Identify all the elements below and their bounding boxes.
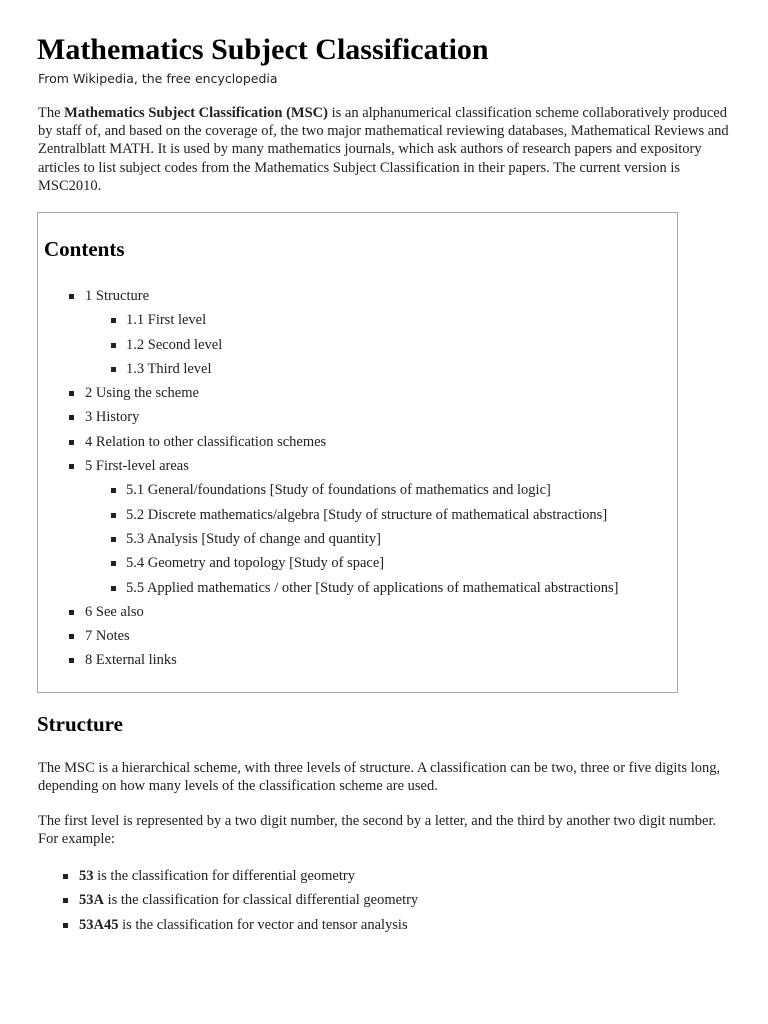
toc-item[interactable] bbox=[38, 600, 677, 624]
bullet-icon bbox=[69, 610, 74, 615]
toc-item[interactable] bbox=[38, 478, 677, 502]
bullet-icon bbox=[111, 586, 116, 591]
toc-link[interactable]: 5.3 Analysis [Study of change and quantity] bbox=[126, 530, 381, 547]
bullet-icon bbox=[111, 318, 116, 323]
bullet-icon bbox=[63, 874, 68, 879]
bullet-icon bbox=[63, 923, 68, 928]
list-item bbox=[0, 888, 768, 912]
example-text: is the classification for differential geometry bbox=[93, 868, 355, 884]
toc-link[interactable]: 3 History bbox=[85, 409, 140, 426]
toc-link[interactable]: 1.3 Third level bbox=[126, 360, 212, 377]
toc-item[interactable] bbox=[38, 648, 677, 672]
toc-link[interactable]: 1 Structure bbox=[85, 288, 150, 304]
toc-item[interactable] bbox=[38, 284, 677, 308]
toc-item[interactable] bbox=[38, 357, 677, 381]
toc-link[interactable]: 5 First-level areas bbox=[85, 458, 189, 475]
toc-item[interactable] bbox=[38, 381, 677, 405]
example-text: is the classification for classical differential geometry bbox=[103, 892, 419, 909]
example-list bbox=[0, 864, 768, 937]
toc-link[interactable]: 8 External links bbox=[85, 652, 177, 669]
toc-item[interactable] bbox=[38, 527, 677, 551]
intro-term: Mathematics Subject Classification (MSC) bbox=[64, 105, 328, 121]
bullet-icon bbox=[111, 561, 116, 566]
bullet-icon bbox=[63, 898, 68, 903]
list-item bbox=[0, 913, 768, 937]
bullet-icon bbox=[69, 658, 74, 663]
toc-link[interactable]: 4 Relation to other classification schemes bbox=[85, 433, 327, 450]
example-code: 53A bbox=[79, 892, 104, 909]
toc-link[interactable]: 5.5 Applied mathematics / other [Study of applications of mathematical abstractions] bbox=[126, 579, 619, 596]
tagline: From Wikipedia, the free encyclopedia bbox=[38, 71, 278, 86]
toc-item[interactable] bbox=[38, 454, 677, 478]
table-of-contents bbox=[37, 212, 678, 693]
toc-item[interactable] bbox=[38, 430, 677, 454]
toc-link[interactable]: 5.1 General/foundations [Study of foundations of mathematics and logic] bbox=[126, 482, 551, 499]
example-text: is the classification for vector and tensor analysis bbox=[118, 916, 408, 933]
bullet-icon bbox=[69, 634, 74, 639]
toc-item[interactable] bbox=[38, 503, 677, 527]
toc-link[interactable]: 6 See also bbox=[85, 603, 144, 620]
bullet-icon bbox=[111, 537, 116, 542]
bullet-icon bbox=[69, 415, 74, 420]
intro-paragraph bbox=[38, 104, 738, 195]
structure-paragraph-1: The MSC is a hierarchical scheme, with three levels of structure. A classification can be two, three or five digits long, depending on how many levels of the classification scheme are used. bbox=[38, 760, 721, 795]
toc-link[interactable]: 1.1 First level bbox=[126, 312, 207, 329]
list-item bbox=[0, 864, 768, 888]
intro-prefix: The bbox=[38, 105, 65, 121]
bullet-icon bbox=[111, 343, 116, 348]
bullet-icon bbox=[69, 440, 74, 445]
toc-link[interactable]: 7 Notes bbox=[85, 628, 130, 645]
toc-item[interactable] bbox=[38, 333, 677, 357]
intro-text: is an alphanumerical classification scheme collaboratively produced by staff of, and based on the coverage of, the two major mathematical reviewing databases, Mathematical Reviews and Zentralblatt MATH. It is used by many mathematics journals, which ask authors of research papers and expository articles to list subject codes from the Mathematics Subject Classification in their papers. The current version is MSC2010. bbox=[38, 105, 729, 194]
section-heading-structure: Structure bbox=[37, 712, 123, 736]
toc-link[interactable]: 1.2 Second level bbox=[126, 336, 223, 353]
toc-item[interactable] bbox=[38, 308, 677, 332]
bullet-icon bbox=[69, 294, 74, 299]
toc-item[interactable] bbox=[38, 576, 677, 600]
example-code: 53 bbox=[79, 868, 94, 884]
toc-link[interactable]: 5.2 Discrete mathematics/algebra [Study of structure of mathematical abstractions] bbox=[126, 506, 608, 523]
structure-paragraph-2: The first level is represented by a two digit number, the second by a letter, and the third by another two digit number. For example: bbox=[38, 813, 717, 848]
toc-item[interactable] bbox=[38, 551, 677, 575]
toc-item[interactable] bbox=[38, 405, 677, 429]
bullet-icon bbox=[69, 391, 74, 396]
toc-link[interactable]: 5.4 Geometry and topology [Study of space] bbox=[126, 555, 385, 572]
toc-link[interactable]: 2 Using the scheme bbox=[85, 385, 199, 402]
bullet-icon bbox=[111, 513, 116, 518]
bullet-icon bbox=[69, 464, 74, 469]
bullet-icon bbox=[111, 488, 116, 493]
page-title: Mathematics Subject Classification bbox=[37, 33, 489, 66]
bullet-icon bbox=[111, 367, 116, 372]
toc-list bbox=[38, 284, 677, 673]
toc-title: Contents bbox=[44, 237, 125, 261]
toc-item[interactable] bbox=[38, 624, 677, 648]
example-code: 53A45 bbox=[79, 916, 119, 933]
